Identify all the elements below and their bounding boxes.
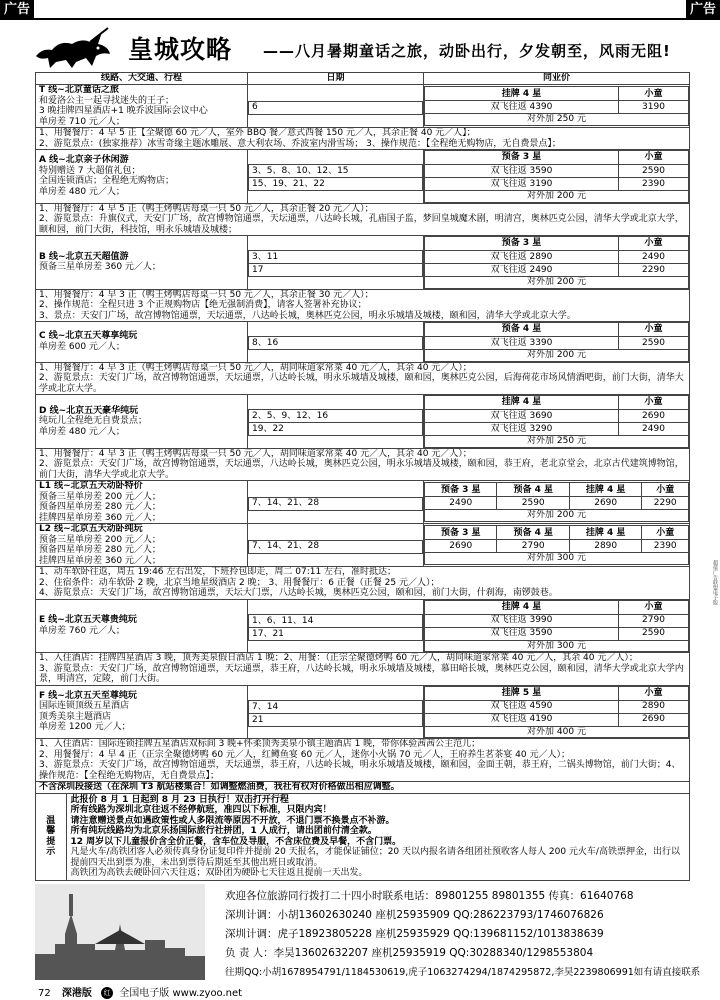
tips-content (66, 794, 689, 880)
dates-grid (248, 323, 423, 361)
price-grid (424, 236, 689, 289)
tips-char: 示 (46, 847, 56, 857)
route-detail: 单房差 1200 元／人； (39, 722, 131, 733)
price-cell: 2690 (569, 497, 641, 510)
route-detail: 纯玩儿全程绝无自费景点； (39, 416, 148, 426)
price-header: 预备 4 星 (497, 483, 569, 497)
col-header-price: 同业价 (424, 73, 690, 85)
route-detail: 国际连锁顶级五星酒店 (39, 701, 130, 712)
note-line: 3、景点：天安门广场，故宫博物馆通票，天坛通票，八达岭长城，奥林匹克公园，明永乐城墙及城楼，颐和园，清华大学或北京大学。 (39, 310, 576, 321)
date-cell: 1、6、11、14 (249, 614, 423, 627)
note-line: 1、用餐餐厅：4 早 5 正（鸭王烤鸭店每桌一只 50 元／人，其余正餐 20 元／人）； (39, 203, 374, 214)
price-cell: 双飞往返 3590 (425, 627, 619, 640)
price-cell: 双飞往返 3690 (425, 410, 619, 423)
notes-cell (36, 362, 690, 395)
route-name: E 线~北京五天尊贵纯玩 (39, 615, 137, 626)
price-cell: 双飞往返 3190 (425, 178, 619, 191)
note-line: 1、用餐餐厅：4 早 3 正（鸭王烤鸭店每桌一只 50 元／人，胡同味道家常菜 40 元／人，其余 40 元／人）； (39, 448, 472, 459)
dates-grid (248, 396, 423, 447)
price-cell: 2290 (642, 497, 689, 510)
price-header: 挂牌 4 星 (569, 526, 641, 540)
route-detail: 全国连锁酒店；全程绝无购物店； (39, 176, 175, 187)
price-header: 预备 3 星 (425, 483, 497, 497)
child-price-cell: 2890 (619, 700, 689, 713)
route-detail: 3 晚挂牌四星酒店+1 晚乔波国际会议中心 (39, 106, 208, 116)
route-prices (424, 236, 690, 290)
note-line: 1、入住酒店：挂牌四星酒店 3 晚，顶秀美泉假日酒店 1 晚；2、用餐：（正宗全聚德烤鸭 60 元／人，胡同味道家常菜 40 元／人，其余 40 元／人）； (39, 653, 638, 663)
price-cell: 双飞往返 4390 (425, 101, 619, 114)
price-header: 小童 (642, 483, 689, 497)
route-dates (248, 599, 424, 653)
price-header-child: 小童 (619, 686, 689, 700)
date-cell: 17 (249, 264, 423, 277)
route-notes (36, 567, 690, 600)
footer-hotline: 欢迎各位旅游同行拨打二十四小时联系电话：89801255 89801355 传真：61640768 (225, 890, 634, 902)
tips-char: 馨 (46, 826, 56, 836)
note-line: 1、用餐餐厅：4 早 3 正（鸭王烤鸭店每桌一只 50 元／人，胡同味道家常菜 40 元／人，其余 40 元／人）； (39, 362, 472, 373)
notes-cell (36, 567, 690, 600)
price-cell: 双飞往返 4590 (425, 700, 619, 713)
col-header-route: 线路、大交通、行程 (36, 73, 248, 85)
child-price-cell: 2690 (619, 713, 689, 726)
route-dates (248, 236, 424, 290)
price-grid (424, 600, 689, 653)
tip-line: 请注意赠送景点如遇政策性或人多限流等原因不开放，不退门票不换景点不补游。 (70, 815, 395, 826)
edition-label: 深港版 (61, 988, 92, 999)
child-price-cell: 2690 (619, 410, 689, 423)
route-info (36, 322, 248, 363)
price-grid (424, 86, 689, 126)
notes-cell (36, 289, 690, 322)
route-row (36, 236, 690, 290)
tip-line: 凡是火车/高铁团客人必须传真身份证复印件并提前 20 天报名，才能保证铺位；20 天以内报名请各组团社预收客人每人 200 元火车/高铁票押金，出行以提前四天出到票为准，未出到票待后期延至其他出班日或取消。 (70, 847, 680, 868)
tip-line: 此报价 8 月 1 日起到 8 月 23 日执行！双击打开行程 (70, 794, 289, 805)
notes-cell (36, 128, 690, 150)
page-title: 皇城攻略 (128, 35, 233, 64)
price-grid (424, 150, 689, 203)
date-cell: 7、14、21、28 (249, 540, 423, 553)
price-header: 挂牌 4 星 (425, 87, 619, 101)
note-line: 2、住宿条件：动车软卧 2 晚，北京当地星级酒店 2 晚； 3、用餐餐厅：6 正餐（正餐 25 元／人）； (39, 577, 440, 588)
note-line: 2、操作规范：全程只进 3 个正规购物店【绝无强制消费】，请客人签署补充协议； (39, 300, 367, 310)
price-cell: 双飞往返 3390 (425, 337, 619, 350)
child-price-cell: 2290 (619, 264, 689, 277)
route-detail: 预备三星单房差 200 元／人； (39, 491, 161, 502)
extra-price: 对外加 200 元 (425, 350, 689, 362)
price-cell: 双飞往返 2890 (425, 251, 619, 264)
tips-wrap (36, 793, 690, 880)
route-prices (424, 150, 690, 204)
route-row (36, 481, 690, 524)
price-cell: 双飞往返 3290 (425, 423, 619, 436)
itinerary-table (35, 72, 690, 881)
route-dates (248, 150, 424, 204)
extra-price: 对外加 200 元 (425, 191, 689, 203)
price-cell: 2390 (642, 540, 689, 553)
route-dates (248, 685, 424, 739)
tips-row (36, 793, 690, 880)
date-cell: 6 (249, 101, 423, 114)
date-cell: 7、14、21、28 (249, 497, 423, 510)
route-notes (36, 289, 690, 322)
header (8, 22, 712, 72)
col-header-date: 日期 (248, 73, 424, 85)
route-detail: 顶秀美泉主题酒店 (39, 711, 112, 722)
route-prices (424, 481, 690, 524)
note-line: 2、游览景点：(独家推荐）冰雪奇缘主题冰雕展、意大利农场、乔波室内滑雪场； 3、操作规范：【全程绝无购物店，无自费景点】； (39, 138, 561, 149)
price-header: 挂牌 4 星 (425, 600, 619, 614)
price-grid (424, 525, 689, 565)
tip-line: 所有纯玩线路均为北京乐扬国际旅行社拼团，1 人成行，请出团前付清全款。 (70, 826, 377, 836)
date-cell: 17、21 (249, 627, 423, 640)
route-row (36, 395, 690, 449)
price-grid (424, 322, 689, 362)
top-rule (0, 18, 720, 20)
price-header: 预备 4 星 (425, 323, 619, 337)
note-line: 1、动车软卧往返，周五 19:46 左右出发，下班拎包即走，周二 07:11 左右，准时抵达； (39, 567, 397, 577)
route-prices (424, 395, 690, 449)
note-line: 1、用餐餐厅：4 早 3 正（鸭王烤鸭店每桌一只 50 元／人，其余正餐 30 元／人）； (39, 289, 374, 300)
beijing-skyline-icon (35, 884, 205, 980)
price-header-child: 小童 (619, 237, 689, 251)
child-price-cell: 2490 (619, 251, 689, 264)
footer-contact-3: 负 责 人：李昊13602632207 座机25935919 QQ:30288340/1298553804 (225, 947, 594, 959)
price-grid (424, 395, 689, 448)
note-line: 3、游览景点：天安门广场，故宫博物馆通票，天坛通票，恭王府，八达岭长城，明永乐城墙及城楼，颐和园，金面王朝，恭王府，二锅头博物馆，前门大街；4、操作规范：【全程绝无购物店，无自费景点】； (39, 760, 681, 781)
route-name: D 线~北京五天豪华纯玩 (39, 405, 139, 416)
route-detail: 挂牌四星单房差 360 元／人； (39, 555, 161, 566)
route-detail: 和爱洛公主一起寻找迷失的王子； (39, 95, 175, 106)
website-link[interactable]: 全国电子版 www.zyoo.net (119, 988, 243, 999)
date-cell: 15、19、21、22 (249, 178, 423, 191)
route-detail: 单房差 600 元／人； (39, 341, 125, 352)
route-name: L2 线~北京五天动卧纯玩 (39, 524, 143, 534)
price-grid (424, 686, 689, 739)
route-dates (248, 322, 424, 363)
price-header: 预备 4 星 (497, 526, 569, 540)
child-price-cell: 2490 (619, 423, 689, 436)
dates-grid (248, 600, 423, 651)
price-header: 挂牌 5 星 (425, 686, 619, 700)
route-info (36, 599, 248, 653)
date-cell: 21 (249, 713, 423, 726)
child-price-cell: 2590 (619, 165, 689, 178)
route-row (36, 85, 690, 128)
footer-qq-history: 往期QQ:小胡1678954791/1184530619,虎子1063274294/1874295872,李昊2239806991如有请直接联系 (225, 967, 701, 978)
route-name: A 线~北京亲子休闲游 (39, 155, 129, 166)
note-line: 2、游览景点：天安门广场，故宫博物馆通票，天坛通票，八达岭长城，奥林匹克公园，明永乐城墙及城楼，颐和园，恭王府，老北京堂会，北京古代建筑博物馆，前门大街，清华大学或北京大学。 (39, 459, 684, 480)
date-cell: 7、14 (249, 700, 423, 713)
extra-price: 对外加 200 元 (425, 277, 689, 289)
child-price-cell: 2590 (619, 627, 689, 640)
extra-price: 对外加 300 元 (425, 553, 689, 565)
extra-price: 对外加 400 元 (425, 726, 689, 738)
route-notes (36, 362, 690, 395)
route-row (36, 685, 690, 739)
dates-grid (248, 237, 423, 288)
route-detail: 预备四星单房差 280 元／人； (39, 502, 161, 512)
route-prices (424, 524, 690, 567)
notes-cell (36, 653, 690, 686)
notes-cell (36, 448, 690, 481)
route-info (36, 685, 248, 739)
price-cell: 2590 (497, 497, 569, 510)
route-name: F 线~北京五天至尊纯玩 (39, 690, 137, 701)
route-name: T 线~北京童话之旅 (39, 85, 119, 95)
price-header-child: 小童 (619, 600, 689, 614)
note-line: 4、游览景点：天安门广场，故宫博物馆通票，天坛大门票，八达岭长城，奥林匹克公园，颐和园，前门大街，什刹海，南锣鼓巷。 (39, 588, 558, 598)
route-detail: 预备四星单房差 280 元／人； (39, 545, 161, 555)
route-detail: 预备三星单房差 360 元／人； (39, 262, 161, 273)
route-detail: 预备三星单房差 200 元／人； (39, 534, 161, 545)
route-notes (36, 653, 690, 686)
route-name: C 线~北京五天尊享纯玩 (39, 331, 138, 342)
note-line: 1、入住酒店：国际连锁挂牌五星酒店双标间 3 晚+怀柔顶秀美泉小镇主题酒店 1 晚，带你体验茜茜公主范儿； (39, 739, 481, 749)
route-detail: 单房差 480 元／人； (39, 426, 125, 437)
extra-price: 对外加 250 元 (425, 114, 689, 126)
route-row (36, 322, 690, 363)
price-grid (424, 482, 689, 522)
bottom-bar (38, 984, 242, 999)
ad-label-right: 广告 (686, 0, 720, 19)
price-cell: 2790 (497, 540, 569, 553)
dates-grid (248, 686, 423, 737)
footer-contact-2: 深圳计调：虎子18923805228 座机25935929 QQ:139681152/1013838639 (225, 928, 604, 940)
page-number: 72 (38, 988, 51, 999)
date-cell: 19、22 (249, 423, 423, 436)
tips-label (36, 794, 66, 880)
tip-line: 所有线路为深圳北京往返不经停航班，准四以下标准，只限内宾！ (70, 805, 332, 815)
tips-char: 提 (46, 836, 56, 847)
price-header: 预备 3 星 (425, 526, 497, 540)
general-note-row (36, 782, 690, 794)
contact-footer (35, 884, 701, 980)
price-header: 预备 3 星 (425, 151, 619, 165)
route-detail: 单房差 760 元／人； (39, 625, 125, 636)
dates-grid (248, 87, 423, 125)
route-prices (424, 85, 690, 128)
route-dates (248, 524, 424, 567)
tip-line: 12 周岁以下儿童报价含全价正餐，含车位及导服，不含床位费及早餐，不含门票。 (70, 836, 402, 847)
route-dates (248, 481, 424, 524)
tips-char: 温 (46, 815, 56, 826)
note-line: 3、游览景点：天安门广场，故宫博物馆通票，天坛通票，恭王府，八达岭长城，明永乐城墙及城楼，慕田峪长城，奥林匹克公园，颐和园，清华大学或北京大学内景，明清宫，定陵，前门大街。 (39, 663, 684, 684)
note-line: 2、游览景点：升旗仪式，天安门广场，故宫博物馆通票，天坛通票，八达岭长城，孔庙国子监，梦回皇城魔术剧，明清宫，奥林匹克公园，清华大学或北京大学，颐和园，前门大街，科技馆，明永乐城墙及城楼； (39, 214, 684, 235)
price-cell: 2690 (425, 540, 497, 553)
extra-price: 对外加 200 元 (425, 510, 689, 522)
price-header-child: 小童 (619, 151, 689, 165)
red-badge-icon: 红 (101, 987, 113, 999)
price-header: 预备 3 星 (425, 237, 619, 251)
route-info (36, 524, 248, 567)
route-prices (424, 599, 690, 653)
date-cell: 3、5、8、10、12、15 (249, 165, 423, 178)
route-info (36, 481, 248, 524)
date-cell: 3、11 (249, 251, 423, 264)
price-header: 挂牌 4 星 (425, 396, 619, 410)
price-cell: 2490 (425, 497, 497, 510)
dates-grid (248, 483, 423, 521)
note-line: 2、用餐餐厅：4 早 4 正（正宗全聚德烤鸭 60 元／人，红鳟鱼宴 60 元／人，迷你小火锅 70 元／人，王府养生茗茶宴 40 元／人）； (39, 749, 570, 760)
price-header: 小童 (642, 526, 689, 540)
route-info (36, 85, 248, 128)
note-line: 1、用餐餐厅：4 早 5 正【全聚德 60 元／人，室外 BBQ 餐／意式西餐 150 元／人，其余正餐 40 元／人】； (39, 128, 476, 138)
price-cell: 2890 (569, 540, 641, 553)
price-cell: 双飞往返 2490 (425, 264, 619, 277)
notes-cell (36, 203, 690, 236)
date-cell: 8、16 (249, 337, 423, 350)
route-notes (36, 203, 690, 236)
price-header-child: 小童 (619, 323, 689, 337)
route-detail: 单房差 480 元／人； (39, 186, 125, 197)
route-name: B 线~北京五天超值游 (39, 251, 129, 262)
route-row (36, 599, 690, 653)
route-info (36, 395, 248, 449)
route-info (36, 236, 248, 290)
notes-cell (36, 739, 690, 782)
general-note: 不含深圳段接送（在深圳 T3 航站楼集合！如调整燃油费，我社有权对价格做出相应调整。 (36, 782, 690, 794)
unicorn-logo-icon (32, 26, 114, 70)
child-price-cell: 2590 (619, 337, 689, 350)
route-prices (424, 322, 690, 363)
dates-grid (248, 526, 423, 564)
route-detail: 单房差 710 元／人； (39, 116, 125, 127)
date-cell: 2、5、9、12、16 (249, 410, 423, 423)
route-notes (36, 128, 690, 150)
tip-line: 高铁团为高铁去硬卧回六天往返；双卧团为硬卧七天往返且提前一天出发。 (70, 868, 368, 878)
route-prices (424, 685, 690, 739)
price-cell: 双飞往返 3590 (425, 165, 619, 178)
price-header: 挂牌 4 星 (569, 483, 641, 497)
route-name: L1 线~北京五天动卧特价 (39, 481, 143, 491)
child-price-cell: 2790 (619, 614, 689, 627)
side-vertical-text: 超值广告联盟电子版 (712, 560, 718, 605)
child-price-cell: 2390 (619, 178, 689, 191)
route-row (36, 524, 690, 567)
route-dates (248, 395, 424, 449)
route-info (36, 150, 248, 204)
page-subtitle: ——八月暑期童话之旅，动卧出行，夕发朝至，风雨无阻! (263, 42, 671, 60)
route-row (36, 150, 690, 204)
route-detail: 挂牌四星单房差 360 元／人； (39, 512, 161, 523)
route-dates (248, 85, 424, 128)
price-cell: 双飞往返 3990 (425, 614, 619, 627)
ad-label-left: 广告 (0, 0, 34, 19)
dates-grid (248, 151, 423, 202)
price-header-child: 小童 (619, 87, 689, 101)
route-detail: 特别赠送 7 大超值礼包； (39, 165, 141, 176)
footer-contact-1: 深圳计调：小胡13602630240 座机25935909 QQ:286223793/1746076826 (225, 909, 604, 921)
price-header-child: 小童 (619, 396, 689, 410)
extra-price: 对外加 300 元 (425, 640, 689, 652)
extra-price: 对外加 250 元 (425, 436, 689, 448)
price-cell: 双飞往返 4190 (425, 713, 619, 726)
route-notes (36, 739, 690, 782)
child-price-cell: 3190 (619, 101, 689, 114)
note-line: 2、游览景点：天安门广场，故宫博物馆通票，天坛通票，八达岭长城，明永乐城墙及城楼，颐和园，奥林匹克公园，后海荷花市场风情酒吧街，前门大街，清华大学或北京大学。 (39, 373, 684, 394)
route-notes (36, 448, 690, 481)
